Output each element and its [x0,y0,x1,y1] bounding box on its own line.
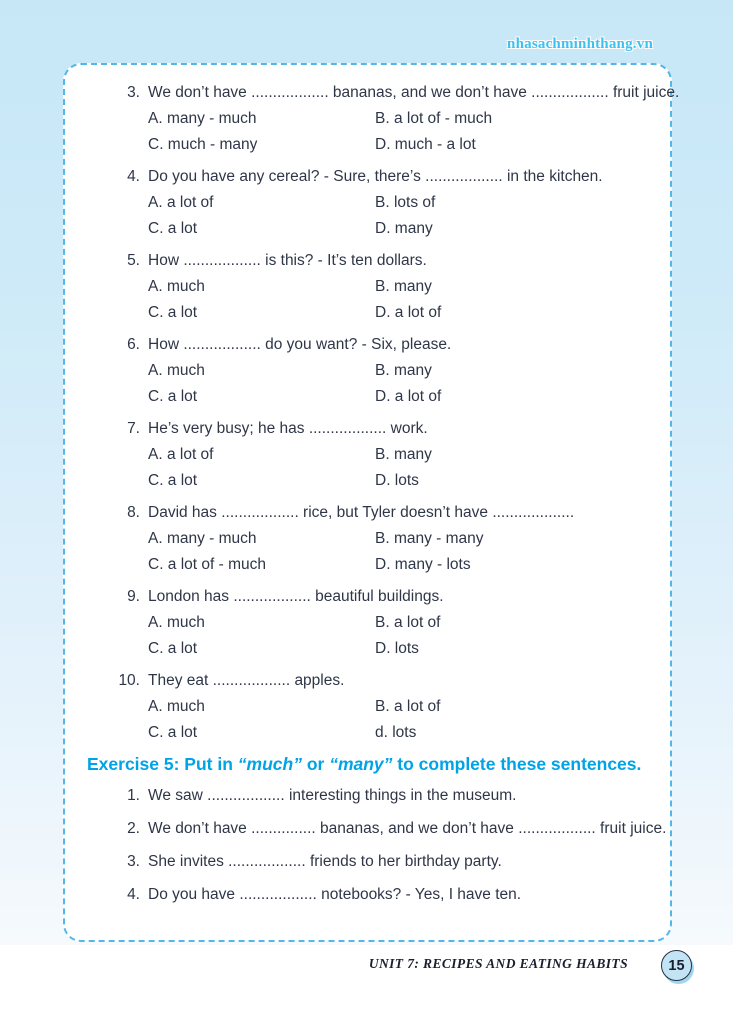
question-block [65,332,670,410]
option-c: C. a lot [148,724,198,741]
option-b: B. many [375,446,432,463]
heading-prefix: Exercise 5: Put in [87,754,238,774]
worksheet-panel [63,63,680,942]
option-d: D. lots [375,640,419,657]
footer-unit-title: UNIT 7: RECIPES AND EATING HABITS [368,956,628,971]
fill-in-item [65,783,670,809]
question-text: How .................. is this? - It’s ten dollars. [148,252,427,269]
option-c: C. a lot [148,304,198,321]
question-row [65,332,670,358]
question-block [65,416,670,494]
question-block [65,248,670,326]
item-number: 4. [127,886,140,903]
question-text: London has .................. beautiful buildings. [148,588,444,605]
question-row [65,416,670,442]
option-a: A. much [148,362,205,379]
question-text: We don’t have .................. bananas, and we don’t have .................. fruit juice. [148,84,680,101]
options-grid [65,442,670,494]
question-row [65,248,670,274]
option-d: d. lots [375,724,417,741]
options-grid [65,610,670,662]
question-text: They eat .................. apples. [148,672,345,689]
question-row [65,668,670,694]
option-a: A. much [148,614,205,631]
item-text: She invites .................. friends to her birthday party. [148,853,502,870]
question-number: 8. [127,504,140,521]
item-number: 2. [127,820,140,837]
option-d: D. a lot of [375,304,442,321]
option-c: C. a lot [148,220,198,237]
option-b: B. many [375,278,432,295]
options-grid [65,190,670,242]
question-row [65,164,670,190]
page-number-badge [661,950,692,981]
heading-suffix: to complete these sentences. [392,754,642,774]
options-grid [65,358,670,410]
question-number: 4. [127,168,140,185]
option-d: D. a lot of [375,388,442,405]
question-number: 9. [127,588,140,605]
options-grid [65,106,670,158]
item-number: 3. [127,853,140,870]
question-number: 7. [127,420,140,437]
question-block [65,80,680,158]
watermark-text: nhasachminhthang.vn [507,36,653,52]
item-number: 1. [127,787,140,804]
option-d: D. many [375,220,433,237]
option-a: A. a lot of [148,446,214,463]
option-d: D. much - a lot [375,136,476,153]
question-block [65,500,670,578]
fill-in-item [65,882,670,908]
option-a: A. many - much [148,110,257,127]
option-b: B. many [375,362,432,379]
question-number: 3. [127,84,140,101]
option-c: C. a lot [148,640,198,657]
question-text: How .................. do you want? - Six, please. [148,336,452,353]
option-b: B. a lot of [375,698,441,715]
question-number: 5. [127,252,140,269]
option-c: C. a lot [148,388,198,405]
question-number: 10. [118,672,140,689]
question-text: Do you have any cereal? - Sure, there’s .................. in the kitchen. [148,168,603,185]
option-a: A. much [148,278,205,295]
option-c: C. much - many [148,136,258,153]
options-grid [65,274,670,326]
option-c: C. a lot of - much [148,556,267,573]
option-a: A. much [148,698,205,715]
question-number: 6. [127,336,140,353]
options-grid [65,526,670,578]
question-block [65,164,670,242]
question-text: David has .................. rice, but Tyler doesn’t have ................... [148,504,575,521]
exercise5-heading [65,752,670,776]
option-b: B. a lot of - much [375,110,493,127]
item-text: Do you have .................. notebooks? - Yes, I have ten. [148,886,522,903]
option-b: B. a lot of [375,614,441,631]
option-d: D. many - lots [375,556,471,573]
page-number: 15 [668,957,685,974]
item-text: We don’t have ............... bananas, and we don’t have .................. fruit juice. [148,820,667,837]
option-a: A. a lot of [148,194,214,211]
heading-word-much: “much” [237,754,302,774]
question-row [65,80,680,106]
option-b: B. lots of [375,194,436,211]
option-c: C. a lot [148,472,198,489]
item-text: We saw .................. interesting things in the museum. [148,787,517,804]
question-text: He’s very busy; he has .................. work. [148,420,428,437]
question-block [65,584,670,662]
option-b: B. many - many [375,530,484,547]
question-row [65,500,670,526]
fill-in-item [65,849,670,875]
option-a: A. many - much [148,530,257,547]
option-d: D. lots [375,472,419,489]
question-block [65,668,670,746]
heading-word-many: “many” [329,754,393,774]
fill-in-item [65,816,670,842]
options-grid [65,694,670,746]
question-row [65,584,670,610]
heading-mid: or [301,754,330,774]
